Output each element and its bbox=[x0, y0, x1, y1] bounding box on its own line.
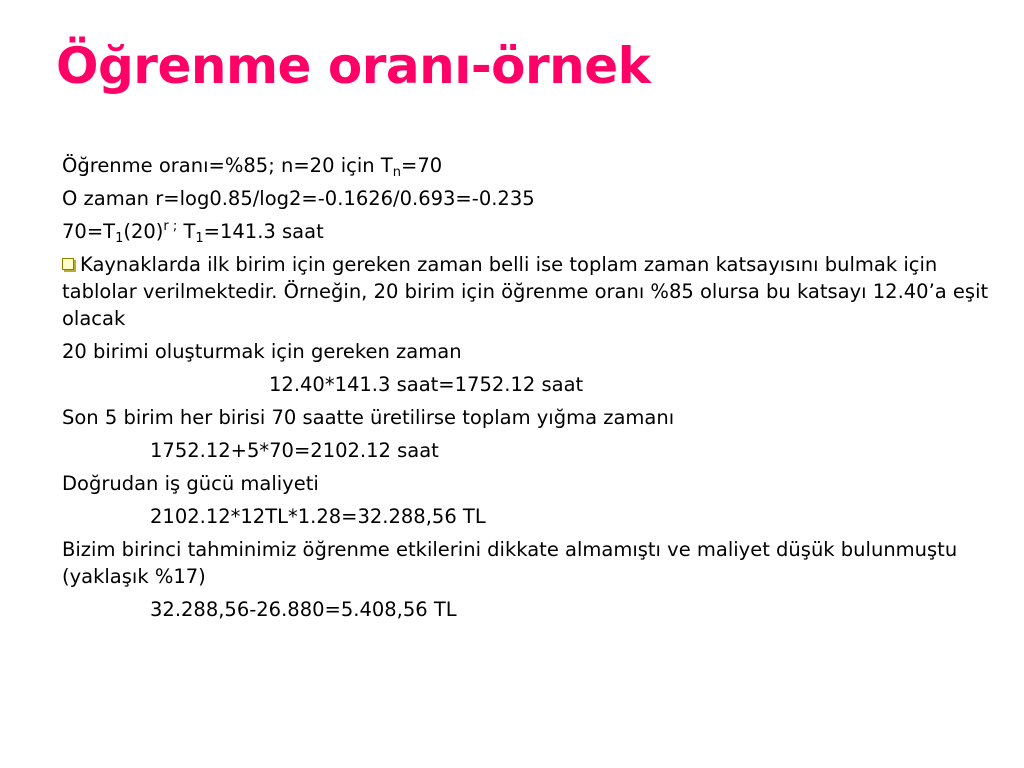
line-text: T bbox=[177, 220, 196, 243]
line-last-five-units: Son 5 birim her birisi 70 saatte üretilirse toplam yığma zamanı bbox=[62, 406, 675, 429]
square-bullet-icon bbox=[62, 258, 74, 270]
superscript: r ; bbox=[163, 219, 178, 234]
line-text: Öğrenme oranı=%85; n=20 için T bbox=[62, 154, 393, 177]
line-text: (20) bbox=[123, 220, 164, 243]
line-formula-assembly-time: 1752.12+5*70=2102.12 saat bbox=[150, 439, 439, 462]
line-t1-calculation bbox=[62, 218, 992, 245]
bullet-paragraph bbox=[62, 251, 992, 332]
subscript: 1 bbox=[115, 231, 124, 246]
slide-title: Öğrenme oranı-örnek bbox=[56, 37, 651, 95]
line-formula-labor-cost: 2102.12*12TL*1.28=32.288,56 TL bbox=[150, 505, 486, 528]
line-direct-labor-cost: Doğrudan iş gücü maliyeti bbox=[62, 472, 319, 495]
subscript: 1 bbox=[195, 231, 204, 246]
line-formula-total-time: 12.40*141.3 saat=1752.12 saat bbox=[269, 373, 584, 396]
bullet-text: Kaynaklarda ilk birim için gereken zaman belli ise toplam zaman katsayısını bulmak için tablolar verilmektedir. Örneğin, 20 birim için öğrenme oranı %85 olursa bu katsayı 12.40’a eşit olacak bbox=[62, 253, 989, 330]
subscript: n bbox=[392, 165, 401, 180]
line-first-estimate: Bizim birinci tahminimiz öğrenme etkilerini dikkate almamıştı ve maliyet düşük bulunmuştu (yaklaşık %17) bbox=[62, 538, 958, 588]
line-r-calculation: O zaman r=log0.85/log2=-0.1626/0.693=-0.235 bbox=[62, 187, 535, 210]
line-required-time: 20 birimi oluşturmak için gereken zaman bbox=[62, 340, 462, 363]
line-formula-difference: 32.288,56-26.880=5.408,56 TL bbox=[150, 598, 457, 621]
line-text: =70 bbox=[400, 154, 443, 177]
slide-body bbox=[62, 152, 992, 629]
line-text: =141.3 saat bbox=[203, 220, 324, 243]
line-learning-rate bbox=[62, 152, 992, 179]
line-text: 70=T bbox=[62, 220, 116, 243]
